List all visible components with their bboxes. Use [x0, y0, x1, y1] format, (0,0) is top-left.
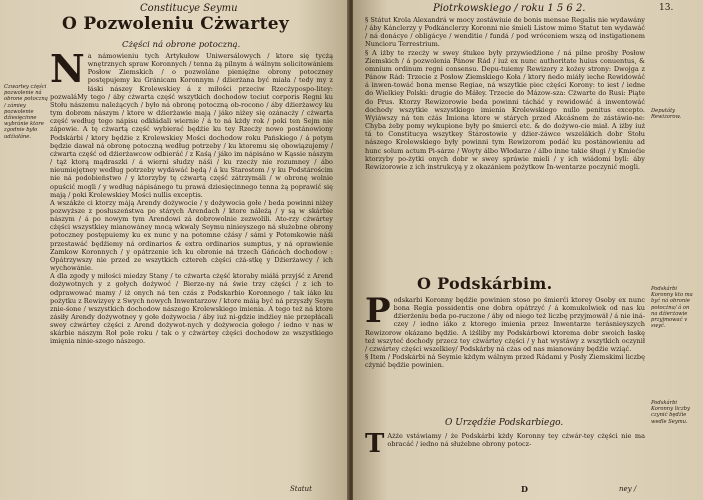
- right-margin-note-3: Podskárbi Koronny liczby czynić będźie wedle Seymu.: [651, 400, 690, 425]
- right-paragraph-2: § A iżby te rzecży w swey śtukee były przywiedźione / ná pilne prośby Posłow Ziemskich / á pozwolenia Pánow Rád / iuż ex nunc authoritate huius conuentus, & omnium ordinum regni consensu. Depu-tuiemy Rewizory z kożey strony: Dwojga z Pánow Rád: Trzecie z Posłow Ziemskiego Koła / ktory ńedo miáły ieche Rewidowáć á inwen-towáć bona mense Regiae, ná wszytkie piec cżęści Korony: to iest / iedne do Wielkiey Polski: drugie do Máłey. Trzecie do Mázow-sza: Cżwarte do Rusi: Piąte do Prus. Ktorzy Rewizorowie beda powinni tácháć y rewidowáć á inwentowáć dochody wszytkie wszystkiego imienia Krolewskiego nullo penitus excepto. Wyiáwszy ná ten cżás Imiona ktore w stárych przed Akcáśnem że zástáwio-ne: Chyba żeby pomy wykupione były po śmierci etc. & do dożywo-cie miał. A iżby iuż tá to Constitucya wszytkey Stárostowie y dźier-żáwce wszelákich dobr Stołu nászego Krolewskiego były powinni tym Rewizorom podáć ku postánowieniu ad hunc solum actum Pi-sárze / Woyty álbo Włodarze / álbo inne takie śługi / y Kmiećie ktorzyby po-żytki onych dobr w swey spráwie mieli / y ich wiádomi byli: áby Rewizorowie z ich instrukcyą y z okazániem pożytkow In-wentarze poczynić mogli.: [365, 48, 645, 171]
- left-paragraph-1-text: a námowieniu tych Artykułow Uniwersálowych / ktore się tycżą wnętrznych spraw Koronnych / tenna żą pilnym á wálnym solicitowániem Posłow Ziemskich / o pozwoláne pieniężne obrony potoczney postępujemy ku Gránicam Koronnym / dźierżana być miała / tedy my z łáski nászey Krolewskiey á z miłości przeciw Rzecżypospo-litey: pozwaláMy tego / áby cżwarta część wszytkich dochodow tociut corporis Regni ku Stołu nászemu należących / było ná obronę potoczną ob-rocono / áby dźierżawcy ku tym dobrom nászym / ktore w dźierżawie mają / jáko niżey się ozánacży / cżwarta część według tego nápisu odkłádali wiernie / á to ná kżdy rok / poki ten Sejm nie zápowie. A tę cżwartą część wybierać będźie ku tey Rzecży nowo postánowiony Podskárbi / ktory będźie z Krolewskiey Mości dochodow roku Pańskiego / á potym będzie dawał ná obronę potoczną według potrzeby / ku ktoremu się obowiązujemy / cżwarta część od dźierżawcow odbieráć / z Kaśą / jáko im nápisáno w Kąssie nászym / tąż ktorą mądraszki / á wierni słudzy náśi / ku rzecży nie rozumney / ábo nieumiejętney według potrzeby wydáwáć będą / á ku Starostom / y ku Podstárościm nie ná podobieństwo / y ktorzyby tę cżwartą część zátrzymáli / w obronę wolnie opuścić mogli / y według nápisánego tu prawá dziesięcinnego tenna żą poprawić się mają / poki Krolewskiey Mości nullis exceptis.: [50, 52, 333, 199]
- left-page: [0, 0, 349, 500]
- right-body-text-bottom: [365, 429, 645, 459]
- right-section-subtitle: O Urzędźie Podskarbiego.: [445, 418, 564, 428]
- right-paragraph-1: § Státut Krola Alexandrá w mocy zostáwiuie de bonis mensae Regalis nie wydawány / áby Kánclerzy y Podkánclerzy Koronni nie śmieli Listow mimo Statut ten wydawáć / ná donácye / obligácye / wenditie / fundá / pod wróceniem wszą od instigationem Nuncioru Terrestrium.: [365, 16, 645, 49]
- right-paragraph-5: [365, 429, 645, 459]
- right-body-text-middle: [365, 291, 645, 370]
- left-paragraph-3: A dla zgody y miłości miedzy Stany / te cżwarta cżęść ktoraby miáłá przyjść z Arend dożywotnych y z gołych dożywoć / Bierze-ny ná świe trzy cżęści / z ich to odprawować mamy / iż onych ná ten czás z Podskarbio Koronnego / tak iáko ku pożytku z Rewizyey z Swych nowych Inwentarzow / ktore máią być ná przyszły Seym znie-śone / wszystkich dochodow nászego Krolewskiego imienia. A tego też ná ktore zásiły Arendy dożywotney y gołe dożywocia / áby iuż ni-gdzie indźiey nie przepłácali swey cżwártey cżęści z Arend dożywot-nych y dożywocia gołego / iedno v nas w skárbie nászym Roł pole roku / tak o y cżwártey cżęści dochodow ze wszystkiego imięnia ninie-szego nászego.: [50, 272, 333, 346]
- right-margin-note-2: Podskárbi Koronny kto ma być ná obronie potocżna/ á on na dźierżawie przyjmować v swyć.: [651, 286, 693, 330]
- right-catchword: ney /: [619, 485, 637, 493]
- right-dropcap-2: T: [365, 429, 385, 459]
- left-body-text: [50, 46, 333, 346]
- left-running-header: Constitucye Seymu: [140, 3, 238, 14]
- signature-mark: D: [521, 484, 528, 494]
- right-margin-note-1: Deputáty Rewizorow.: [651, 108, 682, 121]
- right-paragraph-4: § Item / Podskárbi ná Seymie kżdym wálnym przed Rádami y Posły Ziemskimi liczbę cżynić będźie powinien.: [365, 353, 645, 370]
- left-margin-note: Czwartey cżęści pozwolenie ná obrone potoczną / zámiey pozwolenie dźiesięcinne wybránie ktore zgodnie było udźiałáne.: [4, 84, 48, 140]
- left-catchword: Statut: [290, 485, 312, 493]
- right-body-text-top: [365, 16, 645, 171]
- left-paragraph-1: [50, 46, 333, 199]
- left-section-title: O Pozwoleniu Cżwartey: [62, 14, 290, 34]
- right-section-title: O Podskárbim.: [417, 274, 553, 293]
- right-paragraph-3: [365, 291, 645, 353]
- left-paragraph-2: A wszákże ci ktorzy máją Arendy dożywocie / y dożywocia gołe / beda powinni niżey pozwyższe z posłuszeństwa po stárych Arendach / ktore náleżą / y są w skárbie nászym / á po nowym tym Arendowi zá dobrowolnie zezwolili. Ato-rzy cżwártey cżęści wszystkiey mianowáney mocą wkwaly Seymu ninieyszego ná służebne obrony potoczney postępuiemy ku ex nunc y na potomne cżásy / sámi y Potomkowie náśi przestawáć będźiemy ná ordinarios & extra ordinarios sumptus, y ná oprawienie Zamkow Koronnych / y opátrzenie ich ku obronie ná trzech Gáńcách dochodow : Opátrzywszy nie przed ze wszytkich cżtereh cżęści cżá-stkę y Dźierżawcy / ich wychowánie.: [50, 198, 333, 273]
- page-number: 13.: [659, 3, 674, 13]
- right-paragraph-5-text: Ażże vstáwiamy / że Podskárbi kżdy Koronny tey cżwár-tey cżęści nie ma obracáć / iedno ná służebne obrony potocz-: [387, 432, 645, 449]
- right-paragraph-3-text: odskarbi Koronny będźie powinien stoso po śmierći ktorey Osoby ex nunc bona Regia possidentis one dobra opátrzyć / á komukolwiek od nas ku dźierżeniu beda po-ruczone / áby od niego też liczbę przyjmowáł / á nie iná-czey / iedno iáko z ktorego imienia przez Inwentarze terásnieyszych Rewizorow okázano będźie. A iżśliby my Podskárbowi ktorema dobr swoich łaskę też wszyteć dochody przecz tey cżwártey cżęści / y hat wystáwy z wszytkich oczynił / czwártey cżęści wszelkiey/ Podskárby ná cżas od nas mianowány będźie wziąć.: [365, 296, 645, 353]
- right-dropcap: P: [365, 291, 391, 331]
- left-section-subtitle: Cżęści ná obrone potoczną.: [122, 40, 241, 50]
- right-running-header: Piotrkowskiego / roku 1 5 6 2.: [433, 3, 586, 14]
- left-dropcap: N: [50, 46, 85, 91]
- right-page: [353, 0, 703, 500]
